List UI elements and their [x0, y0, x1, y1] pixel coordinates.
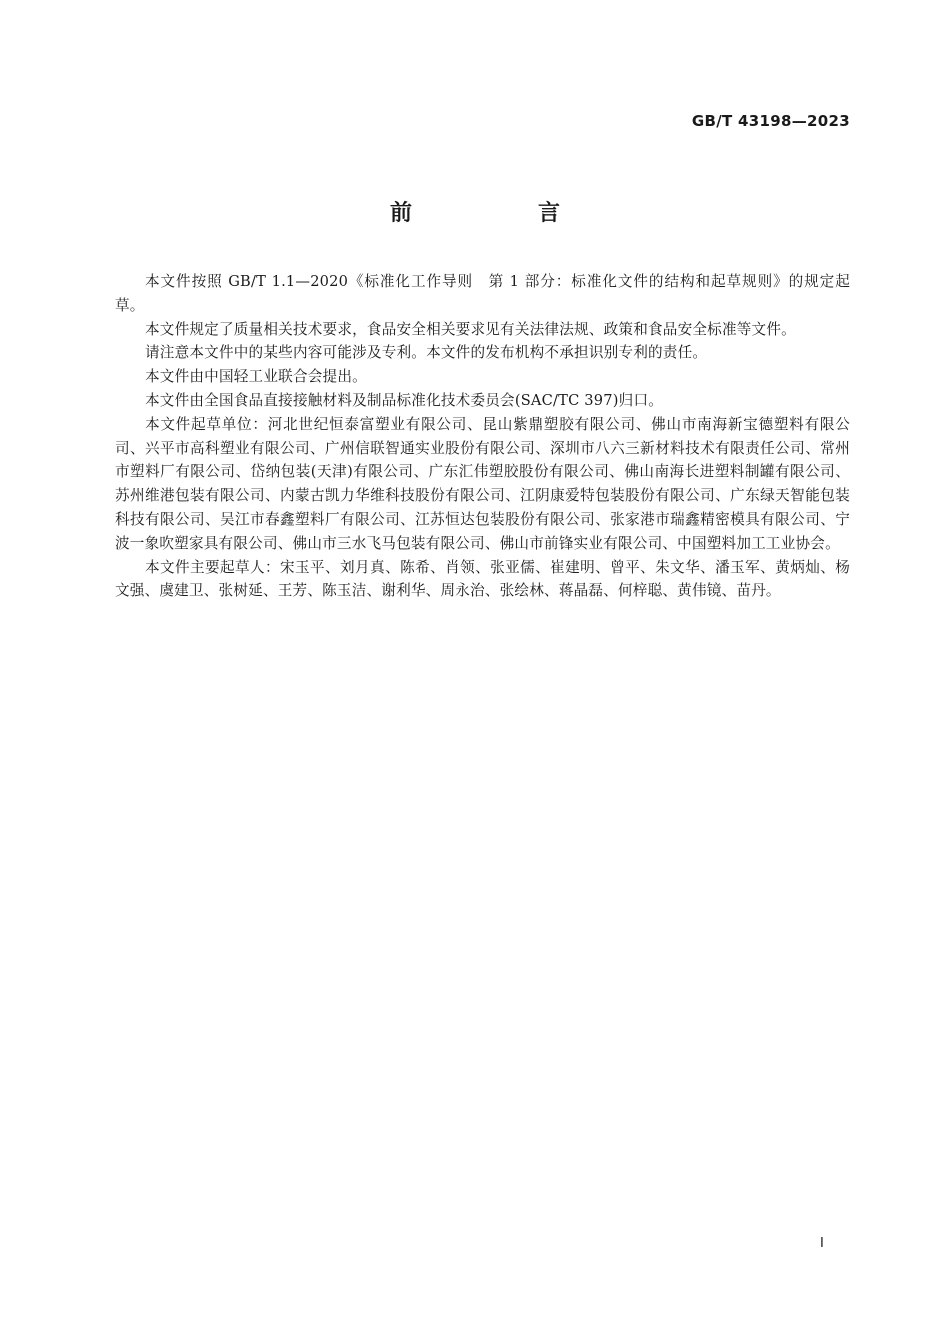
paragraph-main-drafters: 本文件主要起草人：宋玉平、刘月真、陈希、肖领、张亚儒、崔建明、曾平、朱文华、潘玉军、黄炳灿、杨文强、虞建卫、张树延、王芳、陈玉洁、谢利华、周永治、张绘林、蒋晶磊、何梓聪、黄伟镜、苗丹。 — [115, 558, 850, 600]
paragraph-drafting-organizations: 本文件起草单位：河北世纪恒泰富塑业有限公司、昆山紫鼎塑胶有限公司、佛山市南海新宝德塑料有限公司、兴平市高科塑业有限公司、广州信联智通实业股份有限公司、深圳市八六三新材料技术有限责任公司、常州市塑料厂有限公司、岱纳包装(天津)有限公司、广东汇伟塑胶股份有限公司、佛山南海长进塑料制罐有限公司、苏州维港包装有限公司、内蒙古凯力华维科技股份有限公司、江阴康爱特包装股份有限公司、广东绿天智能包装科技有限公司、吴江市春鑫塑料厂有限公司、江苏恒达包装股份有限公司、张家港市瑞鑫精密模具有限公司、宁波一象吹塑家具有限公司、佛山市三水飞马包装有限公司、佛山市前锋实业有限公司、中国塑料加工工业协会。 — [115, 415, 850, 552]
paragraph-responsible-committee: 本文件由全国食品直接接触材料及制品标准化技术委员会(SAC/TC 397)归口。 — [145, 391, 664, 409]
standard-number: GB/T 43198—2023 — [691, 112, 850, 130]
foreword-body — [115, 270, 850, 603]
paragraph-drafting-rules: 本文件按照 GB/T 1.1—2020《标准化工作导则 第 1 部分：标准化文件的结构和起草规则》的规定起草。 — [115, 273, 850, 314]
paragraph-patent-notice: 请注意本文件中的某些内容可能涉及专利。本文件的发布机构不承担识别专利的责任。 — [145, 344, 708, 362]
page-title: 前 言 — [389, 201, 612, 226]
page-number: I — [820, 1236, 824, 1251]
paragraph-scope-note: 本文件规定了质量相关技术要求，食品安全相关要求见有关法律法规、政策和食品安全标准等文件。 — [145, 320, 796, 338]
paragraph-proposer: 本文件由中国轻工业联合会提出。 — [145, 368, 367, 386]
